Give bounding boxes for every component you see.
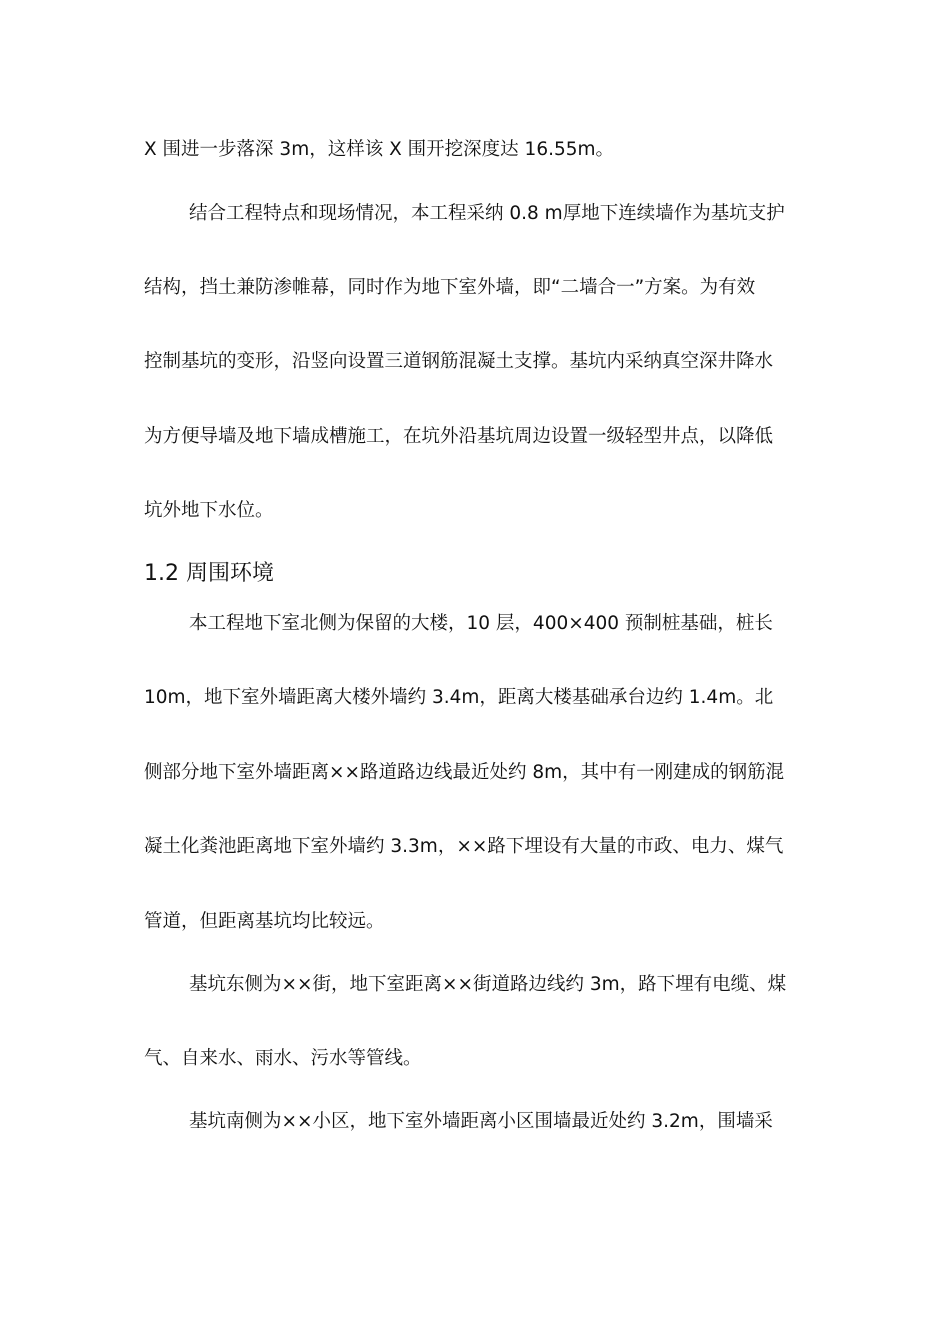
paragraph-line: 为方便导墙及地下墙成槽施工，在坑外沿基坑周边设置一级轻型井点，以降低 xyxy=(144,426,774,447)
section-heading: 1.2 周围环境 xyxy=(144,561,274,586)
paragraph-line: 10m，地下室外墙距离大楼外墙约 3.4m，距离大楼基础承台边约 1.4m。北 xyxy=(144,687,774,708)
paragraph-line: 凝土化粪池距离地下室外墙约 3.3m，××路下埋设有大量的市政、电力、煤气 xyxy=(144,836,784,857)
paragraph-line: 基坑南侧为××小区，地下室外墙距离小区围墙最近处约 3.2m，围墙采 xyxy=(189,1111,773,1132)
paragraph-line: 坑外地下水位。 xyxy=(144,500,274,521)
paragraph-line: X 围进一步落深 3m，这样该 X 围开挖深度达 16.55m。 xyxy=(144,139,615,160)
paragraph-line: 结构，挡土兼防渗帷幕，同时作为地下室外墙，即“二墙合一”方案。为有效 xyxy=(144,277,756,298)
paragraph-line: 管道，但距离基坑均比较远。 xyxy=(144,911,385,932)
paragraph-line: 侧部分地下室外墙距离××路道路边线最近处约 8m，其中有一刚建成的钢筋混 xyxy=(144,762,785,783)
paragraph-line: 气、自来水、雨水、污水等管线。 xyxy=(144,1048,422,1069)
paragraph-line: 基坑东侧为××街，地下室距离××街道路边线约 3m，路下埋有电缆、煤 xyxy=(189,974,787,995)
paragraph-line: 本工程地下室北侧为保留的大楼，10 层，400×400 预制桩基础，桩长 xyxy=(189,613,773,634)
paragraph-line: 结合工程特点和现场情况，本工程采纳 0.8 m厚地下连续墙作为基坑支护 xyxy=(189,203,785,224)
paragraph-line: 控制基坑的变形，沿竖向设置三道钢筋混凝土支撑。基坑内采纳真空深井降水 xyxy=(144,351,774,372)
